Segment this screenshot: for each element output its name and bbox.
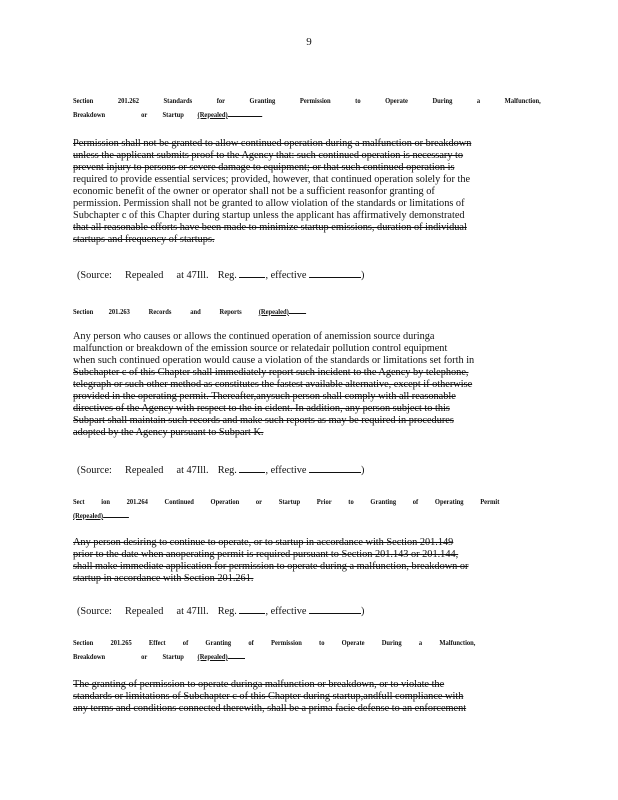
source-repealed: Repealed [125,606,164,617]
text-line: Any person who causes or allows the continued operation of anemission source duringa [73,331,435,342]
text-line: adopted by the Agency pursuant to Subpart K. [73,427,264,438]
heading-word: a [476,96,481,105]
source-effective: , effective [265,270,307,281]
source-reg: Reg. [217,606,237,617]
heading-word: or [141,652,148,661]
text-line: directives of the Agency with respect to the in cident. In addition, any person subject to this [73,403,450,414]
source-note [77,606,364,617]
heading-word: Sect [73,497,85,506]
heading-word: Breakdown [73,652,106,661]
heading-word: Malfunction, [439,638,476,647]
source-at: at 47Ill. [176,270,209,281]
text-line: Permission shall not be granted to allow continued operation during a malfunction or breakdown [73,138,472,149]
heading-word: Standards [163,96,193,105]
source-reg: Reg. [217,270,237,281]
heading-word: Section [73,307,94,316]
heading-word: to [319,638,325,647]
source-close: ) [361,270,365,281]
heading-word: Breakdown [73,110,106,119]
text-line: telegraph or such other method as constitutes the fastest available alternative, except if otherwise [73,379,473,390]
heading-word: Startup [162,110,184,119]
heading-word: 201.262 [117,96,140,105]
heading-word: ion [101,497,110,506]
heading-word: Malfunction, [504,96,541,105]
section-heading-201-263 [73,305,475,319]
heading-word: and [190,307,201,316]
section-heading-201-262 [73,94,541,122]
source-reg: Reg. [217,465,237,476]
heading-word: of [248,638,254,647]
heading-word: or [141,110,148,119]
text-line: startup in accordance with Section 201.261. [73,573,254,584]
text-line: any terms and conditions connected therewith, shall be a prima facie defense to an enforcement [73,703,467,714]
text-line: required to provide essential services; provided, however, that continued operation solely for the [73,174,471,185]
source-close: ) [361,606,365,617]
source-effective: , effective [265,606,307,617]
source-note [77,465,364,476]
text-line: standards or limitations of Subchapter c of this Chapter during startup,andfull compliance with [73,691,464,702]
heading-word: to [355,96,361,105]
heading-word: Startup [278,497,301,506]
repealed-label: (Repealed) [258,307,289,316]
heading-word: Granting [370,497,397,506]
text-line: unless the applicant submits proof to the Agency that: such continued operation is necessary to [73,150,464,161]
heading-word: of [182,638,189,647]
source-note [77,270,364,281]
text-line: Subchapter c of this Chapter shall immediately report such incident to the Agency by telephone, [73,367,469,378]
heading-word: 201.263 [108,307,130,316]
heading-word: or [255,497,263,506]
heading-word: Continued [164,497,194,506]
heading-word: to [348,497,354,506]
heading-word: Granting [249,96,276,105]
text-line: shall make immediate application for permission to operate during a malfunction, breakdown or [73,561,469,572]
heading-word: of [412,497,419,506]
source-close: ) [361,465,365,476]
heading-word: 201.265 [110,638,132,647]
heading-word: Startup [162,652,184,661]
text-line: that all reasonable efforts have been made to minimize startup emissions, duration of individual [73,222,467,233]
heading-word: During [381,638,402,647]
heading-word: Operation [210,497,240,506]
source-repealed: Repealed [125,465,164,476]
repealed-label: (Repealed) [197,110,228,119]
text-line: prevent injury to persons or severe damage to equipment; or that such continued operation is [73,162,455,173]
heading-word: Reports [219,307,242,316]
text-line: prior to the date when anoperating permit is required pursuant to Section 201.143 or 201.144, [73,549,459,560]
source-open: (Source: [77,465,112,476]
heading-word: Granting [205,638,232,647]
heading-word: Section [73,638,94,647]
heading-word: Permission [299,96,331,105]
section-heading-201-264 [73,495,500,523]
heading-word: Records [148,307,172,316]
text-line: startups and frequency of startups. [73,234,215,245]
text-line: Subchapter c of this Chapter during startup unless the applicant has affirmatively demonstrated [73,210,465,221]
source-effective: , effective [265,465,307,476]
text-line: when such continued operation would cause a violation of the standards or limitations set forth in [73,355,475,366]
source-open: (Source: [77,606,112,617]
heading-word: Permission [271,638,302,647]
text-line: economic benefit of the owner or operator shall not be a sufficient reasonfor granting of [73,186,435,197]
text-line: The granting of permission to operate duringa malfunction or breakdown, or to violate the [73,679,445,690]
section-heading-201-265 [73,636,475,664]
repealed-label: (Repealed) [197,652,228,661]
heading-word: for [216,96,226,105]
text-line: provided in the operating permit. Thereafter,anysuch person shall comply with all reasonable [73,391,456,402]
source-at: at 47Ill. [176,465,209,476]
heading-word: 201.264 [126,497,148,506]
source-at: at 47Ill. [176,606,209,617]
text-line: Any person desiring to continue to operate, or to startup in accordance with Section 201.149 [73,537,454,548]
page-number: 9 [306,36,312,48]
heading-word: During [432,96,453,105]
text-line: permission. Permission shall not be granted to allow violation of the standards or limitations of [73,198,465,209]
source-open: (Source: [77,270,112,281]
heading-word: Permit [480,497,500,506]
heading-word: Operate [385,96,408,105]
text-line: Subpart shall maintain such records and make such reports as may be required in procedures [73,415,454,426]
heading-word: Operating [434,497,464,506]
repealed-label: (Repealed) [73,511,104,520]
heading-word: Operate [341,638,365,647]
text-line: malfunction or breakdown of the emission source or relatedair pollution control equipment [73,343,448,354]
heading-word: Section [73,96,94,105]
heading-word: a [418,638,423,647]
heading-word: Effect [148,638,166,647]
source-repealed: Repealed [125,270,164,281]
heading-word: Prior [316,497,332,506]
